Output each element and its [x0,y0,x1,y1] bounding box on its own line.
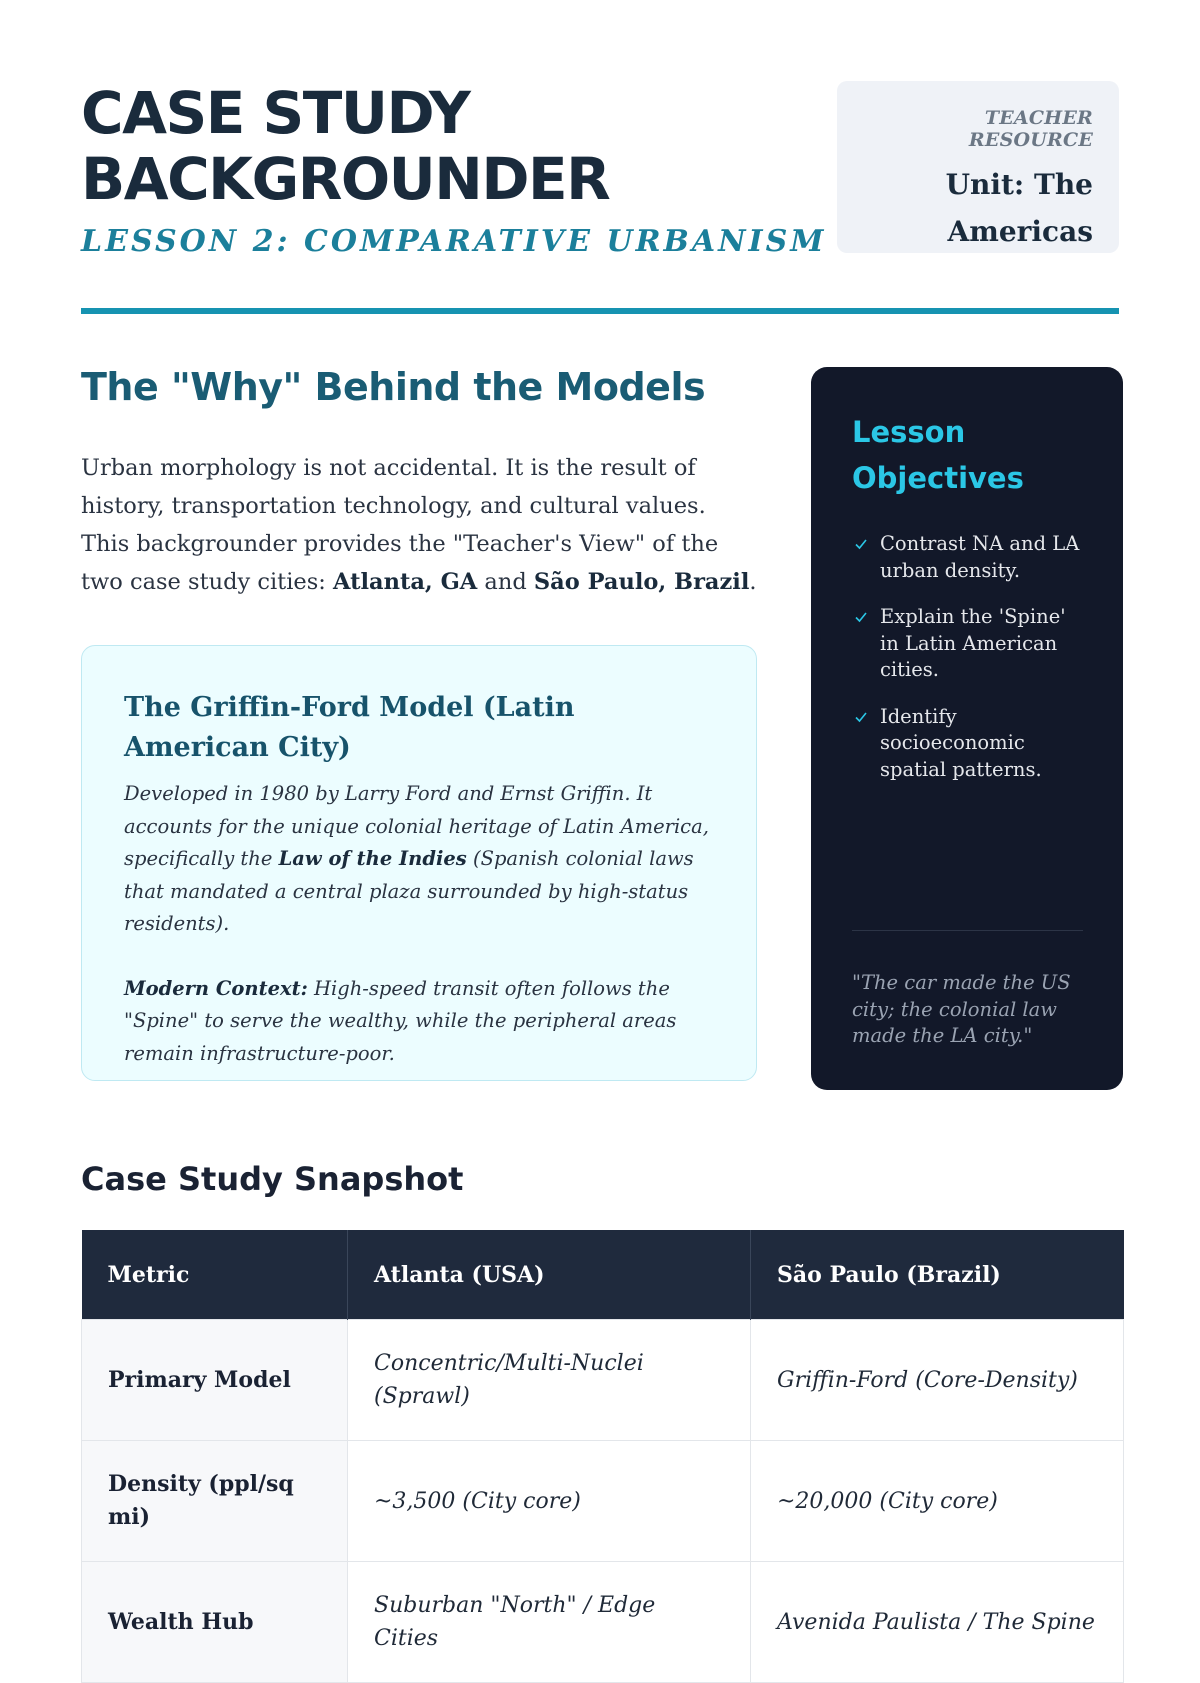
callout-text-1: Developed in 1980 by Larry Ford and Ernst Griffin. It accounts for the unique colonial heritage of Latin America, specifically the [124,782,709,870]
lesson-subtitle: LESSON 2: COMPARATIVE URBANISM [81,224,827,259]
resource-unit-line-1: Unit: The [945,168,1093,201]
snapshot-heading: Case Study Snapshot [81,1160,464,1198]
title-line-1: CASE STUDY [81,79,470,147]
atlanta-cell: Concentric/Multi-Nuclei (Sprawl) [348,1320,751,1441]
objective-text: Contrast NA and LA urban density. [880,532,1080,582]
atlanta-cell: Suburban "North" / Edge Cities [348,1562,751,1683]
callout-paragraph-2 [124,973,716,1071]
snapshot-table [81,1230,1124,1683]
column-header-metric: Metric [82,1230,348,1320]
objectives-title [852,409,1083,501]
teacher-resource-box [837,81,1119,253]
intro-end: . [749,569,757,595]
modern-context-text: High-speed transit often follows the "Spine" to serve the wealthy, while the peripheral areas remain infrastructure-poor. [124,976,677,1065]
sao-paulo-cell: Griffin-Ford (Core-Density) [751,1320,1124,1441]
lesson-objectives-panel [811,367,1123,1090]
objectives-divider [852,930,1083,931]
atlanta-cell: ~3,500 (City core) [348,1441,751,1562]
section-heading: The "Why" Behind the Models [81,365,706,409]
objective-item [852,704,1083,784]
title-line-2: BACKGROUNDER [81,145,610,213]
resource-label: TEACHER RESOURCE [968,107,1093,151]
objective-item [852,531,1083,584]
modern-context-label: Modern Context: [124,976,308,1000]
check-icon [854,537,868,551]
objective-item [852,604,1083,684]
objectives-list [852,531,1083,783]
metric-cell: Wealth Hub [82,1562,348,1683]
resource-unit [857,161,1093,255]
page-title [81,80,609,212]
metric-cell: Primary Model [82,1320,348,1441]
city-sao-paulo: São Paulo, Brazil [533,569,750,595]
objectives-title-line-2: Objectives [852,461,1024,495]
objectives-quote: "The car made the US city; the colonial law made the LA city." [852,971,1071,1047]
objectives-title-line-1: Lesson [852,415,966,449]
city-atlanta: Atlanta, GA [333,569,478,595]
table-row [82,1562,1124,1683]
intro-connector: and [477,569,534,595]
sao-paulo-cell: Avenida Paulista / The Spine [751,1562,1124,1683]
resource-unit-line-2: Americas [947,215,1093,248]
table-row [82,1320,1124,1441]
objective-text: Identify socioeconomic spatial patterns. [880,704,1042,781]
objective-text: Explain the 'Spine' in Latin American cities. [880,605,1066,681]
griffin-ford-callout [81,645,757,1081]
callout-title: The Griffin-Ford Model (Latin American City) [124,692,575,763]
column-header-sao-paulo: São Paulo (Brazil) [751,1230,1124,1320]
metric-cell: Density (ppl/sq mi) [82,1441,348,1562]
column-header-atlanta: Atlanta (USA) [348,1230,751,1320]
intro-text: Urban morphology is not accidental. It is the result of history, transportation technology, and cultural values. This backgrounder provides the "Teacher's View" of the two case study cities: [81,455,719,595]
sao-paulo-cell: ~20,000 (City core) [751,1441,1124,1562]
main-content [81,365,757,1081]
callout-paragraph-1 [124,778,716,941]
header-divider [81,308,1119,314]
table-row [82,1441,1124,1562]
check-icon [854,710,868,724]
law-of-indies: Law of the Indies [278,847,467,870]
check-icon [854,610,868,624]
intro-paragraph [81,449,757,601]
table-header-row [82,1230,1124,1320]
header [81,0,1119,312]
callout-text-2: (Spanish colonial laws that mandated a central plaza surrounded by high-status residents). [124,847,694,935]
